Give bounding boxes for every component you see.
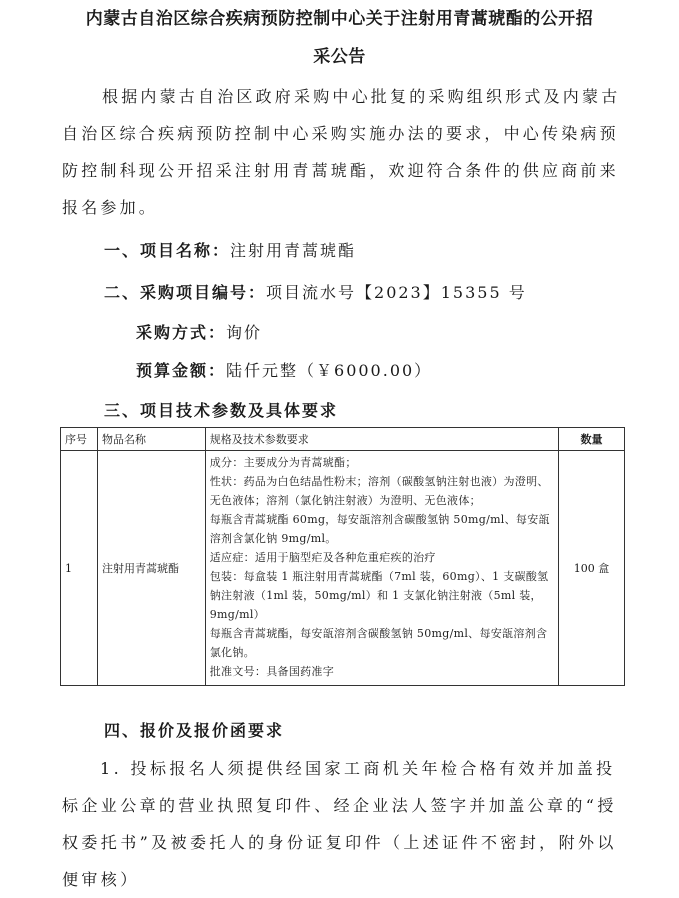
spec-line: 每瓶含青蒿琥酯，每安瓿溶剂含碳酸氢钠 50mg/ml、每安瓿溶剂含氯化钠。 [209,627,548,659]
header-item-name: 物品名称 [97,428,205,451]
requirement-item-1 [62,750,622,898]
section-project-number [104,280,527,303]
requirements-table [60,427,625,686]
spec-line: 包装：每盒装 1 瓶注射用青蒿琥酯（7ml 装，60mg）、1 支碳酸氢钠注射液（1ml 装，50mg/ml）和 1 支氯化钠注射液（5ml 装，9mg/ml） [209,570,549,621]
spec-line: 适应症：适用于脑型疟及各种危重疟疾的治疗 [209,551,436,564]
cell-spec [205,451,558,686]
section-quotation-requirements [104,718,284,741]
header-quantity: 数量 [559,428,625,451]
budget-amount [136,358,432,381]
section-project-name-value: 注射用青蒿琥酯 [230,241,357,260]
spec-line: 性状：药品为白色结晶性粉末；溶剂（碳酸氢钠注射也液）为澄明、无色液体；溶剂（氯化钠注射液）为澄明、无色液体； [209,475,549,507]
cell-no: 1 [61,451,98,686]
budget-amount-label: 预算金额： [136,361,227,380]
procurement-method [136,320,262,343]
document-title-line2: 采公告 [313,47,366,67]
section-project-number-label: 二、采购项目编号： [104,283,267,302]
document-title-line1: 内蒙古自治区综合疾病预防控制中心关于注射用青蒿琥酯的公开招 [85,9,594,29]
intro-paragraph [62,78,622,226]
header-spec: 规格及技术参数要求 [205,428,558,451]
section-quotation-requirements-label: 四、报价及报价函要求 [104,721,285,740]
requirement-item-1-text: 1. 投标报名人须提供经国家工商机关年检合格有效并加盖投标企业公章的营业执照复印件、经企业法人签字并加盖公章的“授权委托书”及被委托人的身份证复印件（上述证件不密封，附外以便审核） [62,759,617,889]
spec-line: 每瓶含青蒿琥酯 60mg，每安瓿溶剂含碳酸氢钠 50mg/ml、每安瓿溶剂含氯化钠 9mg/ml。 [209,513,550,545]
cell-quantity: 100 盒 [559,451,625,686]
table-header-row [61,428,625,451]
spec-line: 成分：主要成分为青蒿琥酯； [209,456,357,469]
budget-amount-value: 陆仟元整（￥6000.00） [226,361,433,380]
spec-line: 批准文号：具备国药准字 [209,665,335,678]
cell-item-name: 注射用青蒿琥酯 [97,451,205,686]
section-project-number-value: 项目流水号【2023】15355 号 [266,283,527,302]
procurement-method-value: 询价 [226,323,263,342]
section-project-name [104,238,356,261]
intro-text: 根据内蒙古自治区政府采购中心批复的采购组织形式及内蒙古自治区综合疾病预防控制中心采购实施办法的要求，中心传染病预防控制科现公开招采注射用青蒿琥酯，欢迎符合条件的供应商前来报名参加。 [62,87,621,217]
section-technical-requirements-label: 三、项目技术参数及具体要求 [104,401,339,420]
header-no: 序号 [61,428,98,451]
procurement-method-label: 采购方式： [136,323,227,342]
section-technical-requirements [104,398,338,421]
section-project-name-label: 一、项目名称： [104,241,231,260]
table-row [61,451,625,686]
